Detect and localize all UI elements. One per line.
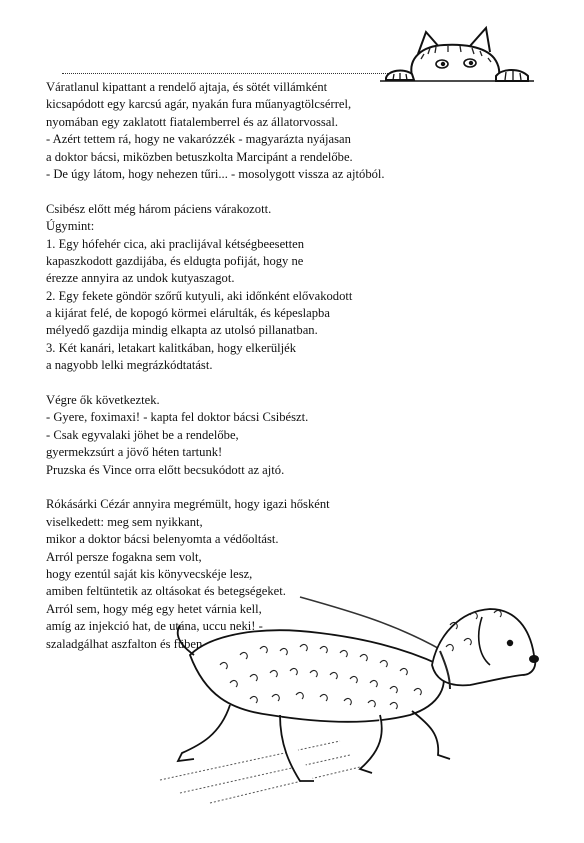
text-line: 1. Egy hófehér cica, aki praclijával kétségbeesetten: [46, 236, 305, 251]
text-line: - Csak egyvalaki jöhet be a rendelőbe,: [46, 427, 239, 442]
paragraph-gap: [46, 183, 426, 200]
text-line: a kijárat felé, de kopogó körmei elárulták, és képeslapba: [46, 306, 330, 321]
text-line: Váratlanul kipattant a rendelő ajtaja, és sötét villámként: [46, 80, 328, 94]
text-line: nyomában egy zaklatott fiatalemberrel és az állatorvossal.: [46, 114, 338, 129]
paragraph: [46, 79, 426, 183]
text-line: amiben feltüntetik az oltásokat és betegségeket.: [46, 584, 286, 599]
text-line: - Azért tettem rá, hogy ne vakarózzék - magyarázta nyájasan: [46, 132, 351, 147]
peeking-cat-illustration: [378, 18, 534, 88]
text-line: mélyedő gazdija mindig elkapta az utolsó pillanatban.: [46, 323, 318, 338]
text-line: - Gyere, foximaxi! - kapta fel doktor bácsi Csibészt.: [46, 410, 309, 425]
curly-dog-illustration: [150, 555, 570, 805]
text-line: amíg az injekció hat, de utána, uccu neki! -: [46, 619, 263, 634]
text-line: érezze annyira az undok kutyaszagot.: [46, 271, 235, 286]
text-line: 3. Két kanári, letakart kalitkában, hogy elkerüljék: [46, 340, 297, 355]
paragraph-gap: [46, 375, 426, 392]
paragraph: [46, 392, 426, 479]
text-line: - De úgy látom, hogy nehezen tűri... - mosolygott vissza az ajtóból.: [46, 166, 385, 181]
text-line: szaladgálhat aszfalton és füben.: [46, 636, 206, 651]
text-line: Rókásárki Cézár annyira megrémült, hogy igazi hősként: [46, 497, 330, 512]
text-line: a doktor bácsi, miközben betuszkolta Marcipánt a rendelőbe.: [46, 149, 353, 164]
text-line: Pruzska és Vince orra előtt becsukódott az ajtó.: [46, 462, 285, 477]
paragraph: [46, 201, 426, 375]
text-line: gyermekzsúrt a jövő héten tartunk!: [46, 445, 223, 460]
text-line: a nagyobb lelki megrázkódtatást.: [46, 358, 213, 373]
text-line: viselkedett: meg sem nyikkant,: [46, 514, 203, 529]
text-line: Úgymint:: [46, 219, 95, 234]
text-line: Végre ők következtek.: [46, 393, 160, 408]
text-line: hogy ezentúl saját kis könyvecskéje lesz,: [46, 566, 253, 581]
text-line: 2. Egy fekete göndör szőrű kutyuli, aki időnként elővakodott: [46, 288, 353, 303]
paragraph-gap: [46, 479, 426, 496]
text-line: Arról persze fogakna sem volt,: [46, 549, 202, 564]
text-line: kicsapódott egy karcsú agár, nyakán fura műanyagtölcsérrel,: [46, 97, 352, 112]
text-line: Arról sem, hogy még egy hetet várnia kell,: [46, 601, 262, 616]
text-line: Csibész előtt még három páciens várakozott.: [46, 201, 272, 216]
text-line: mikor a doktor bácsi belenyomta a védőoltást.: [46, 532, 279, 547]
text-line: kapaszkodott gazdijába, és eldugta pofiját, hogy ne: [46, 253, 304, 268]
